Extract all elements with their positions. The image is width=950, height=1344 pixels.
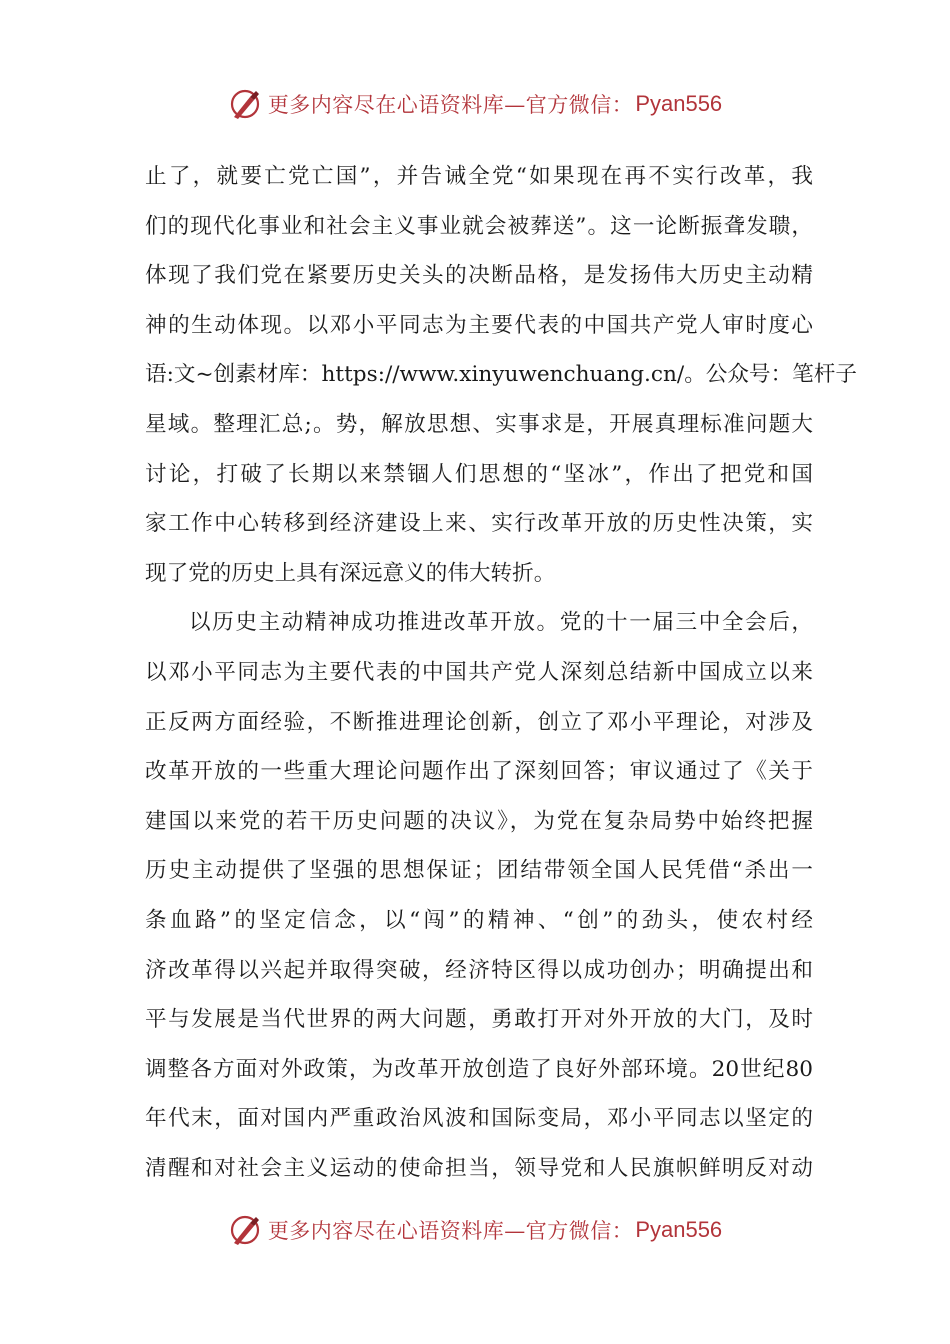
pen-logo-icon xyxy=(228,1213,262,1247)
watermark-wechat-id: Pyan556 xyxy=(635,91,723,116)
header-watermark-banner xyxy=(0,84,950,124)
body-line-with-url: 语:文~创素材库：https://www.xinyuwenchuang.cn/。公众号：笔杆子 xyxy=(145,362,857,388)
body-line: 神的生动体现。以邓小平同志为主要代表的中国共产党人审时度心 xyxy=(145,312,813,338)
body-line: 条血路”的坚定信念，以“闯”的精神、“创”的劲头，使农村经 xyxy=(145,907,813,933)
body-line: 以邓小平同志为主要代表的中国共产党人深刻总结新中国成立以来 xyxy=(145,659,813,685)
body-line: 星域。整理汇总;。势，解放思想、实事求是，开展真理标准问题大 xyxy=(145,411,813,437)
body-line: 平与发展是当代世界的两大问题，勇敢打开对外开放的大门，及时 xyxy=(145,1007,813,1033)
body-line: 讨论，打破了长期以来禁锢人们思想的“坚冰”，作出了把党和国 xyxy=(145,461,813,487)
body-line: 现了党的历史上具有深远意义的伟大转折。 xyxy=(145,560,556,586)
body-line: 止了，就要亡党亡国”，并告诫全党“如果现在再不实行改革，我 xyxy=(145,164,813,189)
watermark-text: 更多内容尽在心语资料库—官方微信： xyxy=(267,93,634,117)
body-line: 济改革得以兴起并取得突破，经济特区得以成功创办；明确提出和 xyxy=(145,957,813,983)
watermark-wechat-id: Pyan556 xyxy=(635,1217,723,1242)
document-body xyxy=(145,152,857,1193)
body-line: 家工作中心转移到经济建设上来、实行改革开放的历史性决策，实 xyxy=(145,511,813,537)
body-line: 建国以来党的若干历史问题的决议》，为党在复杂局势中始终把握 xyxy=(145,808,813,834)
paragraph-first-line: 以历史主动精神成功推进改革开放。党的十一届三中全会后， xyxy=(189,610,813,636)
body-line: 正反两方面经验，不断推进理论创新，创立了邓小平理论，对涉及 xyxy=(145,709,813,735)
watermark-text: 更多内容尽在心语资料库—官方微信： xyxy=(267,1219,634,1243)
body-line: 历史主动提供了坚强的思想保证；团结带领全国人民凭借“杀出一 xyxy=(145,858,813,884)
footer-watermark-banner xyxy=(0,1210,950,1250)
body-line: 调整各方面对外政策，为改革开放创造了良好外部环境。20世纪80 xyxy=(145,1056,813,1082)
body-line: 改革开放的一些重大理论问题作出了深刻回答；审议通过了《关于 xyxy=(145,759,813,785)
body-line: 体现了我们党在紧要历史关头的决断品格，是发扬伟大历史主动精 xyxy=(145,263,813,289)
body-line: 们的现代化事业和社会主义事业就会被葬送”。这一论断振聋发聩， xyxy=(145,213,813,239)
pen-logo-icon xyxy=(228,87,262,121)
body-line: 清醒和对社会主义运动的使命担当，领导党和人民旗帜鲜明反对动 xyxy=(145,1155,813,1181)
body-line: 年代末，面对国内严重政治风波和国际变局，邓小平同志以坚定的 xyxy=(145,1106,813,1132)
